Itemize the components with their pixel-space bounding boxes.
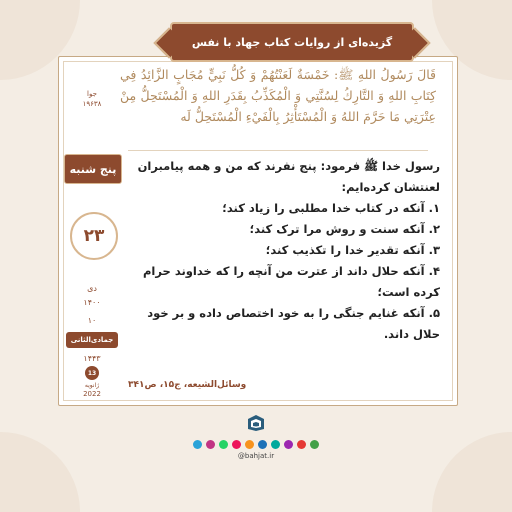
lunar-day: ۱۰ (87, 316, 97, 325)
aparat-icon[interactable] (232, 440, 241, 449)
list-item: ۳. آنکه تقدیر خدا را تکذیب کند؛ (265, 243, 440, 257)
footer-site-handle[interactable]: @bahjat.ir (237, 452, 275, 460)
header-title: گزیده‌ای از روایات کتاب جهاد با نفس (191, 35, 393, 49)
date-sidebar (64, 76, 120, 396)
day-name: پنج شنبه (69, 162, 117, 176)
greg-year: 2022 (83, 390, 101, 398)
day-number: ۲۳ (83, 226, 105, 246)
lunar-month-badge (66, 332, 118, 348)
telegram-icon[interactable] (193, 440, 202, 449)
social-icons (192, 440, 320, 450)
header-ribbon (170, 22, 414, 62)
day-number-circle (70, 212, 118, 260)
list-item: ۲. آنکه سنت و روش مرا ترک کند؛ (249, 222, 440, 236)
gap-icon[interactable] (297, 440, 306, 449)
list-item: ۱. آنکه در کتاب خدا مطلبی را زیاد کند؛ (222, 201, 440, 215)
arabic-hadith: قَالَ رَسُولُ اللهِ ﷺ: خَمْسَةٌ لَعَنْتُهُمْ وَ كُلُّ نَبِيٍّ مُجَابٍ الزَّائِدُ فِي كِتَابِ اللهِ وَ التَّارِكُ لِسُنَّتِي وَ الْمُكَذِّبُ بِقَدَرِ اللهِ وَ الْمُسْتَحِلُّ مِنْ عِتْرَتِي مَا حَرَّمَ اللهُ وَ الْمُسْتَأْثِرُ بِالْفَيْءِ الْمُسْتَحِلُّ لَه (120, 67, 436, 124)
volume-number: ۱۹۶۳۸ (82, 100, 102, 108)
bale-icon[interactable] (271, 440, 280, 449)
solar-year: ۱۴۰۰ (83, 298, 101, 307)
day-name-badge (64, 154, 122, 184)
corner-ornament (432, 432, 512, 512)
soroush-icon[interactable] (258, 440, 267, 449)
whatsapp-icon[interactable] (219, 440, 228, 449)
translation-intro: رسول خدا ﷺ فرمود: پنج نفرند که من و همه پیامبران لعنتشان کرده‌ایم: (137, 159, 440, 194)
source-citation: وسائل‌الشیعه، ج۱۵، ص۳۴۱ (128, 380, 247, 390)
corner-ornament (0, 432, 80, 512)
eitaa-icon[interactable] (245, 440, 254, 449)
lunar-year: ۱۴۴۳ (83, 354, 101, 363)
list-item: ۴. آنکه حلال داند از عترت من آنچه را که خداوند حرام کرده است؛ (143, 264, 440, 299)
solar-month: دی (87, 284, 97, 293)
igap-icon[interactable] (310, 440, 319, 449)
divider (128, 150, 428, 151)
rubika-icon[interactable] (284, 440, 293, 449)
list-item: ۵. آنکه غنایم جنگی را به خود اختصاص داده و بر خود حلال داند. (147, 306, 440, 341)
lunar-month: جمادی‌الثانی (70, 336, 114, 344)
greg-day-circle (85, 366, 99, 380)
persian-translation (120, 156, 440, 345)
volume-label: جوا (87, 90, 97, 98)
greg-month: ژانویه (84, 382, 100, 389)
greg-day: 13 (87, 369, 97, 377)
instagram-icon[interactable] (206, 440, 215, 449)
bahjat-logo-icon (246, 413, 266, 433)
